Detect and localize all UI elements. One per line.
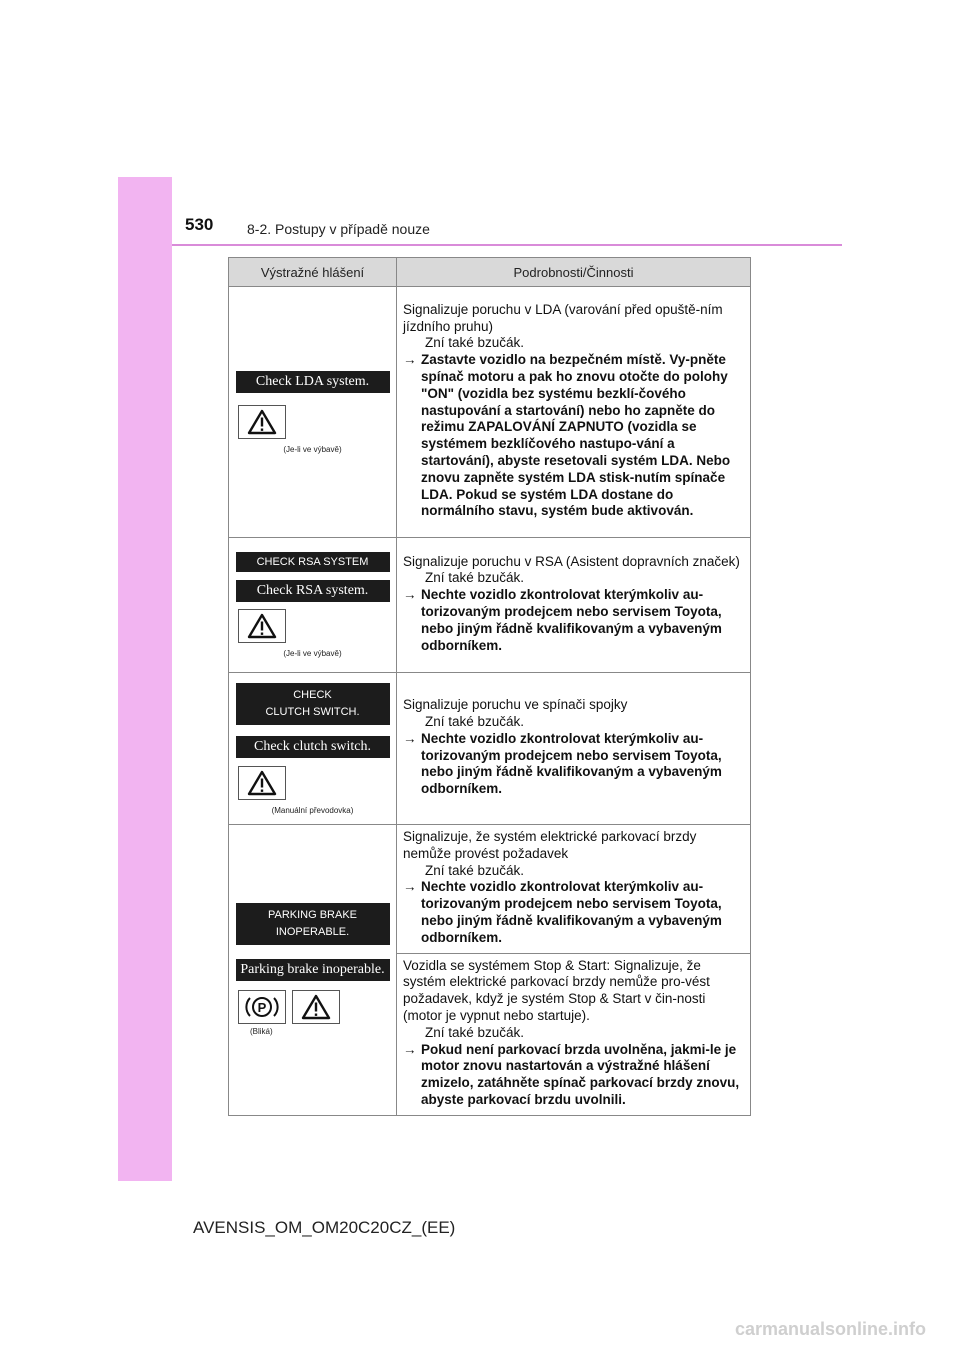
svg-text:P: P — [257, 1000, 267, 1016]
display-clutch: Check clutch switch. — [236, 736, 390, 758]
details-cell — [397, 287, 751, 538]
display-lda: Check LDA system. — [236, 371, 390, 393]
buzzer-note: Zní také bzučák. — [425, 862, 525, 878]
display-clutch-caps — [236, 683, 390, 725]
display-rsa-caps: CHECK RSA SYSTEM — [236, 552, 390, 572]
display-rsa: Check RSA system. — [236, 580, 390, 602]
details-cell — [397, 538, 751, 673]
warning-triangle-icon — [238, 766, 286, 800]
action-text: Nechte vozidlo zkontrolovat kterýmkoliv au-torizovaným prodejcem nebo servisem Toyota, nebo jiným řádně kvalifikovaným a vybaveným odborníkem. — [421, 730, 722, 797]
indicator-cell — [229, 673, 397, 825]
buzzer-note: Zní také bzučák. — [425, 335, 525, 351]
detail-text: Signalizuje, že systém elektrické parkovací brzdy nemůže provést požadavek — [403, 829, 697, 861]
warning-triangle-icon — [238, 609, 286, 643]
column-header-details: Podrobnosti/Činnosti — [397, 258, 751, 287]
detail-text: Signalizuje poruchu v LDA (varování před opuště-ním jízdního pruhu) — [403, 301, 723, 334]
detail-text: Signalizuje poruchu ve spínači spojky — [403, 697, 628, 713]
buzzer-note: Zní také bzučák. — [425, 1024, 525, 1040]
arrow-right-icon: → — [403, 730, 417, 746]
display-parking-caps — [236, 903, 390, 945]
warning-triangle-icon — [238, 405, 286, 439]
side-tab-strip — [118, 177, 172, 1181]
detail-text: Vozidla se systémem Stop & Start: Signalizuje, že systém elektrické parkovací brzdy nemůže pro-vést požadavek, když je systém Stop & Start v čin-nosti (motor je vypnut nebo startuje). — [403, 957, 710, 1023]
details-cell — [397, 825, 751, 954]
buzzer-note: Zní také bzučák. — [425, 570, 525, 586]
indicator-cell — [229, 538, 397, 673]
caption: (Bliká) — [250, 1027, 273, 1037]
page-number: 530 — [185, 215, 214, 234]
indicator-cell — [229, 825, 397, 1116]
action-text: Nechte vozidlo zkontrolovat kterýmkoliv au-torizovaným prodejcem nebo servisem Toyota, nebo jiným řádně kvalifikovaným a vybaveným odborníkem. — [421, 879, 722, 945]
display-line: CHECK — [293, 688, 332, 701]
display-parking: Parking brake inoperable. — [236, 959, 390, 981]
caption: (Je-li ve výbavě) — [283, 444, 342, 454]
document-code: AVENSIS_OM_OM20C20CZ_(EE) — [193, 1218, 456, 1237]
warning-table — [228, 257, 751, 1116]
display-line: CLUTCH SWITCH. — [265, 705, 360, 718]
arrow-right-icon: → — [403, 1041, 417, 1057]
table-row — [229, 673, 751, 825]
caption: (Je-li ve výbavě) — [283, 649, 342, 658]
warning-triangle-icon — [292, 990, 340, 1024]
arrow-right-icon: → — [403, 587, 417, 603]
table-row — [229, 825, 751, 954]
display-line: PARKING BRAKE — [267, 909, 358, 922]
caption: (Manuální převodovka) — [271, 805, 354, 815]
parking-brake-icon — [238, 990, 286, 1024]
action-text: Pokud není parkovací brzda uvolněna, jakmi-le je motor znovu nastartován a výstražné hlášení zmizelo, zatáhněte spínač parkovací brzdy znovu, abyste parkovací brzdu uvolnili. — [421, 1041, 740, 1107]
column-header-message: Výstražné hlášení — [229, 258, 397, 287]
indicator-cell — [229, 287, 397, 538]
buzzer-note: Zní také bzučák. — [425, 713, 525, 729]
header-rule — [172, 244, 842, 246]
details-cell — [397, 953, 751, 1115]
details-cell — [397, 673, 751, 825]
table-row — [229, 287, 751, 538]
detail-text: Signalizuje poruchu v RSA (Asistent dopravních značek) — [403, 553, 740, 569]
display-line: INOPERABLE. — [275, 926, 350, 939]
section-title: 8-2. Postupy v případě nouze — [247, 221, 430, 237]
action-text: Zastavte vozidlo na bezpečném místě. Vy-pněte spínač motoru a pak ho znovu otočte do polohy "ON" (vozidla bez systému bezklí-čového nastupování a startování) nebo ho zapněte do režimu ZAPALOVÁNÍ ZAPNUTO (vozidla se systémem bezklíčového nastupo-vání a startování), abyste resetovali systém LDA. Nebo znovu zapněte systém LDA stisk-nutím spínače LDA. Pokud se systém LDA dostane do normálního stavu, systém bude aktivován. — [421, 352, 731, 519]
arrow-right-icon: → — [403, 879, 417, 895]
watermark: carmanualsonline.info — [735, 1319, 927, 1339]
table-header-row — [229, 258, 751, 287]
action-text: Nechte vozidlo zkontrolovat kterýmkoliv au-torizovaným prodejcem nebo servisem Toyota, nebo jiným řádně kvalifikovaným a vybaveným odborníkem. — [421, 587, 722, 653]
table-row — [229, 538, 751, 673]
arrow-right-icon: → — [403, 352, 417, 368]
